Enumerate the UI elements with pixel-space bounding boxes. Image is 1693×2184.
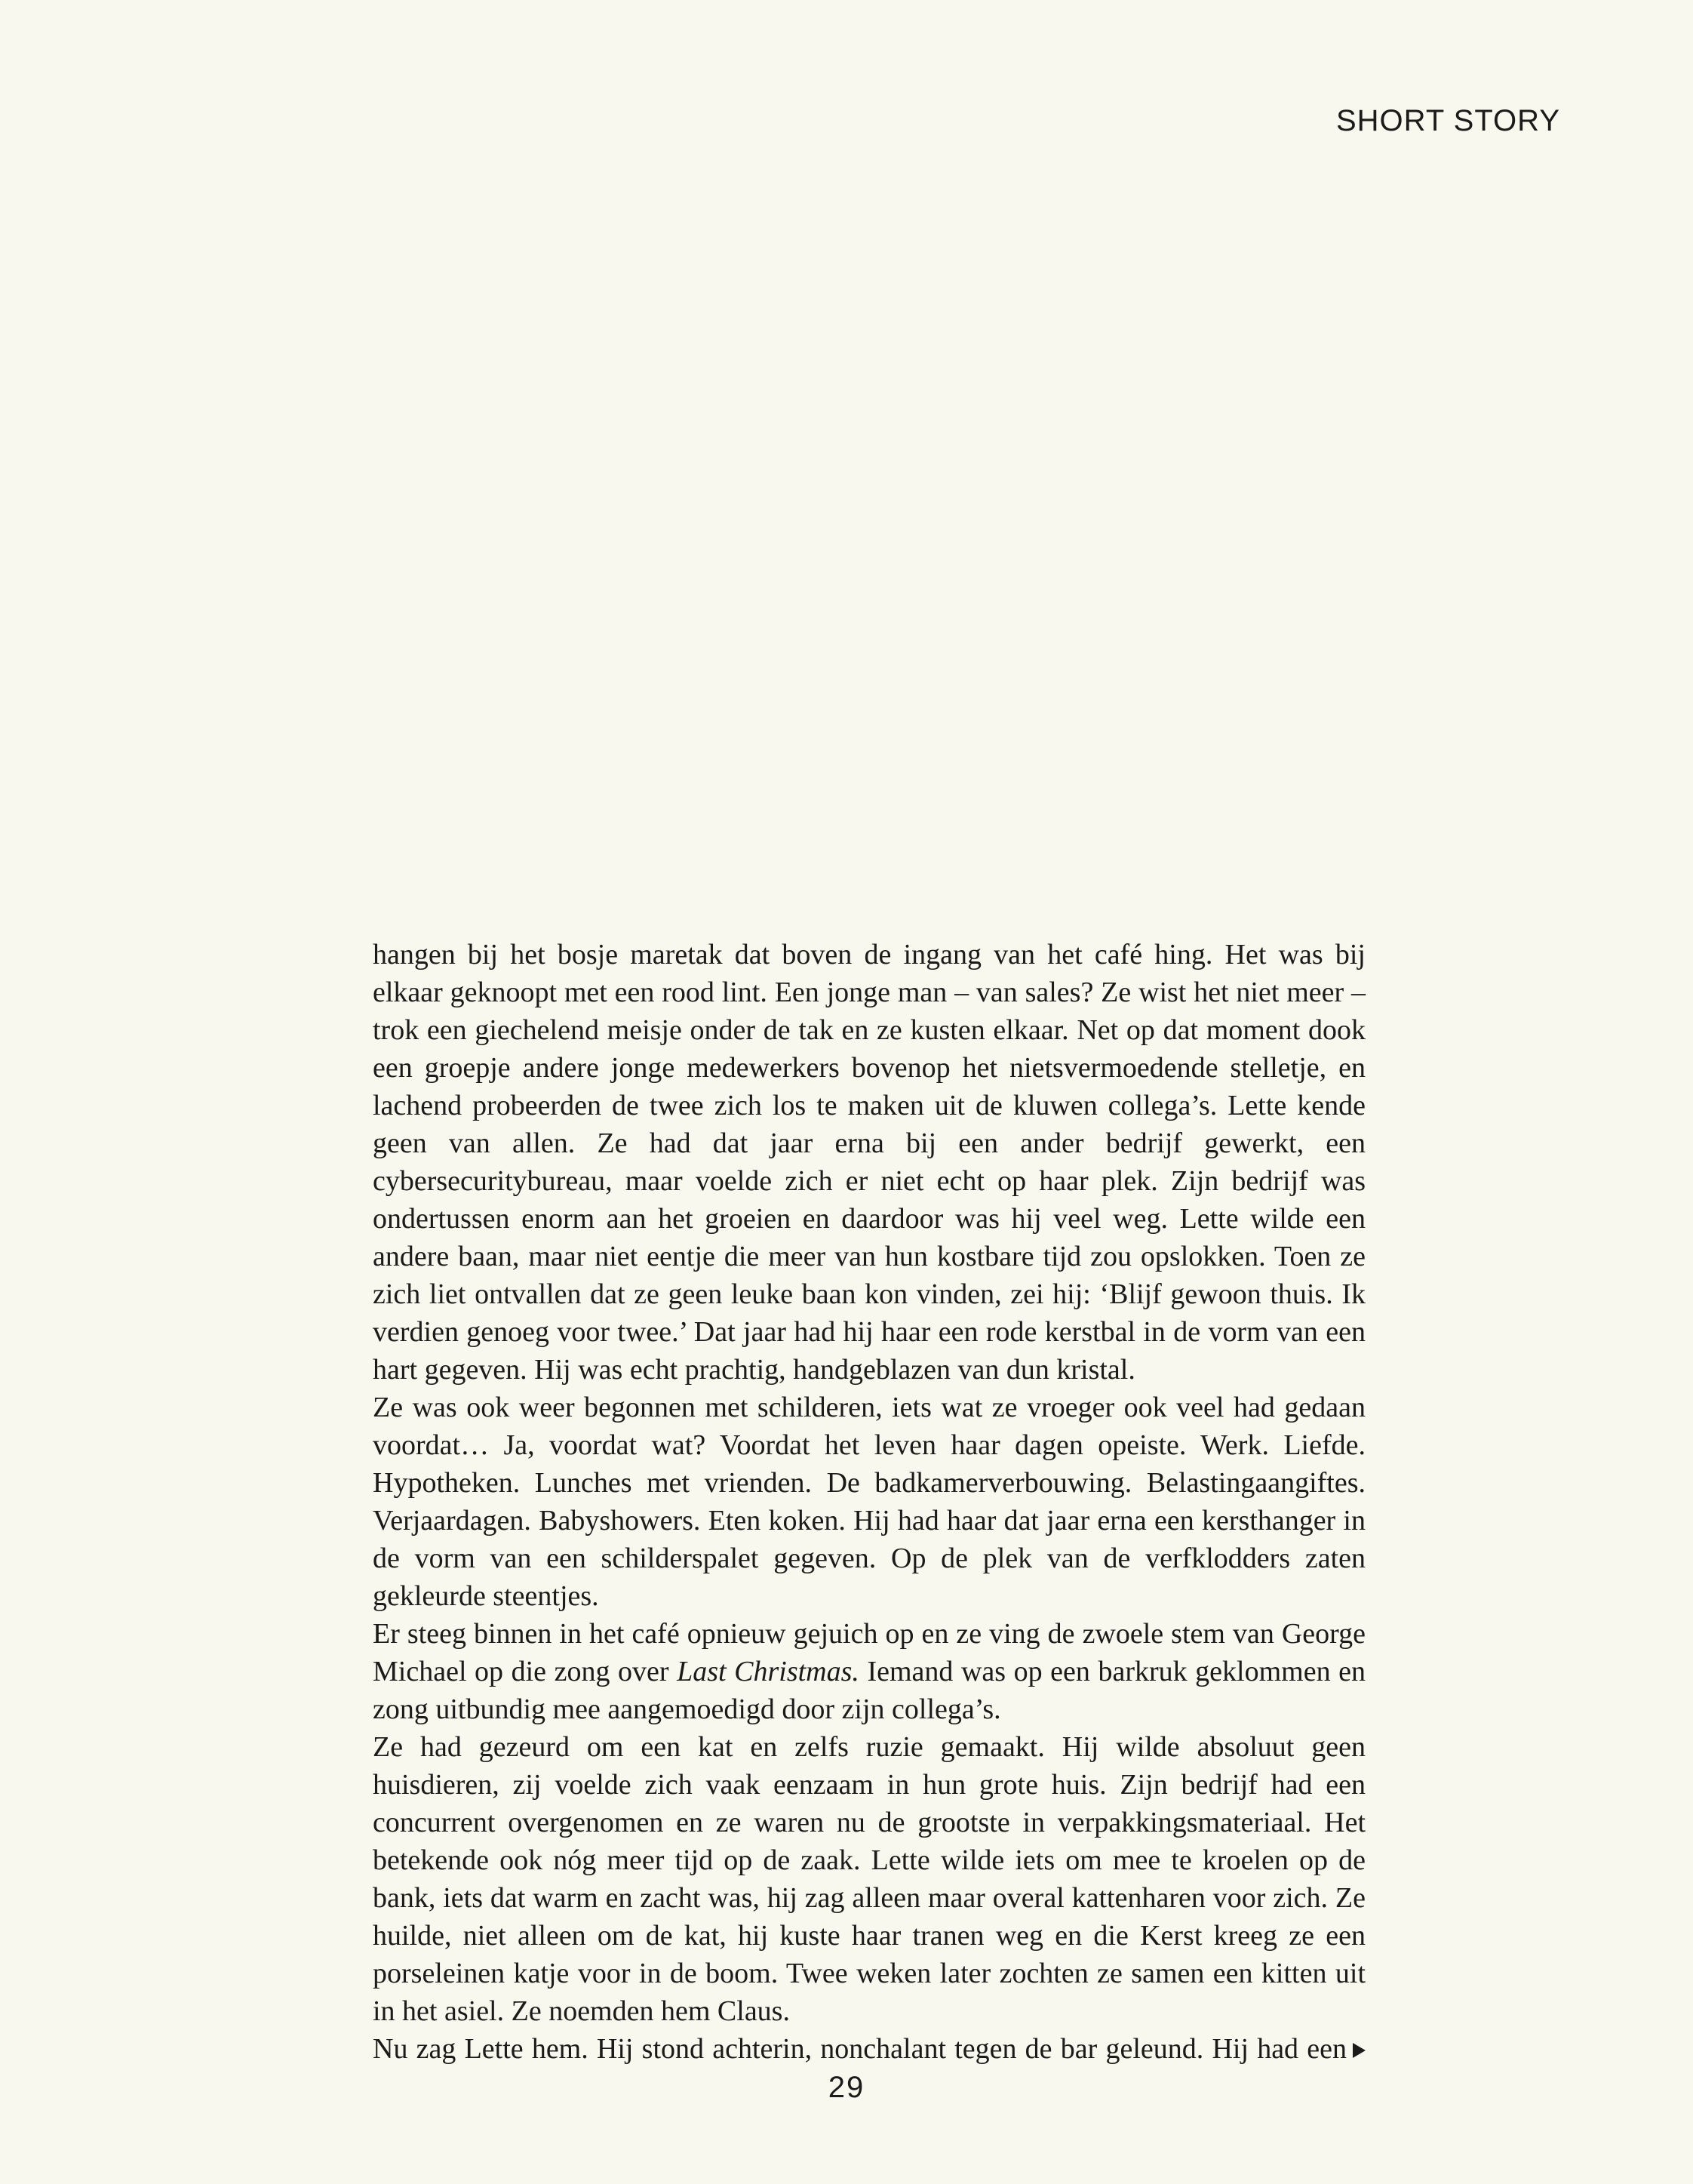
page-number: 29	[828, 2071, 865, 2104]
story-paragraph-4: Ze had gezeurd om een kat en zelfs ruzie gemaakt. Hij wilde absoluut geen huisdieren, zij voelde zich vaak eenzaam in hun grote huis. Zijn bedrijf had een concurrent overgenomen en ze waren nu de grootste in verpakkingsmateriaal. Het betekende ook nóg meer tijd op de zaak. Lette wilde iets om mee te kroelen op de bank, iets dat warm en zacht was, hij zag alleen maar overal kattenharen voor zich. Ze huilde, niet alleen om de kat, hij kuste haar tranen weg en die Kerst kreeg ze een porseleinen katje voor in de boom. Twee weken later zochten ze samen een kitten uit in het asiel. Ze noemden hem Claus.	[373, 1731, 1366, 2027]
paragraph-text: Iemand was op een barkruk geklommen en zong uitbundig mee aangemoedigd door zijn collega’s.	[373, 1656, 1366, 1725]
paragraph-text: Er steeg binnen in het café opnieuw gejuich op en ze ving de zwoele stem van George Michael op die zong over	[373, 1618, 1366, 1687]
story-paragraph-2: Ze was ook weer begonnen met schilderen, iets wat ze vroeger ook veel had gedaan voordat… Ja, voordat wat? Voordat het leven haar dagen opeiste. Werk. Liefde. Hypotheken. Lunches met vrienden. De badkamerverbouwing. Belastingaangiftes. Verjaardagen. Babyshowers. Eten koken. Hij had haar dat jaar erna een kersthanger in de vorm van een schilderspalet gegeven. Op de plek van de verfklodders zaten gekleurde steentjes.	[373, 1392, 1366, 1612]
story-paragraph-1: hangen bij het bosje maretak dat boven de ingang van het café hing. Het was bij elkaar geknoopt met een rood lint. Een jonge man – van sales? Ze wist het niet meer – trok een giechelend meisje onder de tak en ze kusten elkaar. Net op dat moment dook een groepje andere jonge medewerkers bovenop het nietsvermoedende stelletje, en lachend probeerden de twee zich los te maken uit de kluwen collega’s. Lette kende geen van allen. Ze had dat jaar erna bij een ander bedrijf gewerkt, een cybersecuritybureau, maar voelde zich er niet echt op haar plek. Zijn bedrijf was ondertussen enorm aan het groeien en daardoor was hij veel weg. Lette wilde een andere baan, maar niet eentje die meer van hun kostbare tijd zou opslokken. Toen ze zich liet ontvallen dat ze geen leuke baan kon vinden, zei hij: ‘Blijf gewoon thuis. Ik verdien genoeg voor twee.’ Dat jaar had hij haar een rode kerstbal in de vorm van een hart gegeven. Hij was echt prachtig, handgeblazen van dun kristal.	[373, 939, 1366, 1386]
continue-arrow-icon	[1353, 2043, 1366, 2058]
paragraph-text: Nu zag Lette hem. Hij stond achterin, nonchalant tegen de bar geleund. Hij had een	[373, 2033, 1347, 2065]
story-paragraph-5	[373, 2030, 1366, 2068]
song-title: Last Christmas.	[677, 1656, 859, 1687]
story-paragraph-3	[373, 1615, 1366, 1728]
running-head: SHORT STORY	[1335, 104, 1560, 137]
story-body	[373, 936, 1366, 2068]
